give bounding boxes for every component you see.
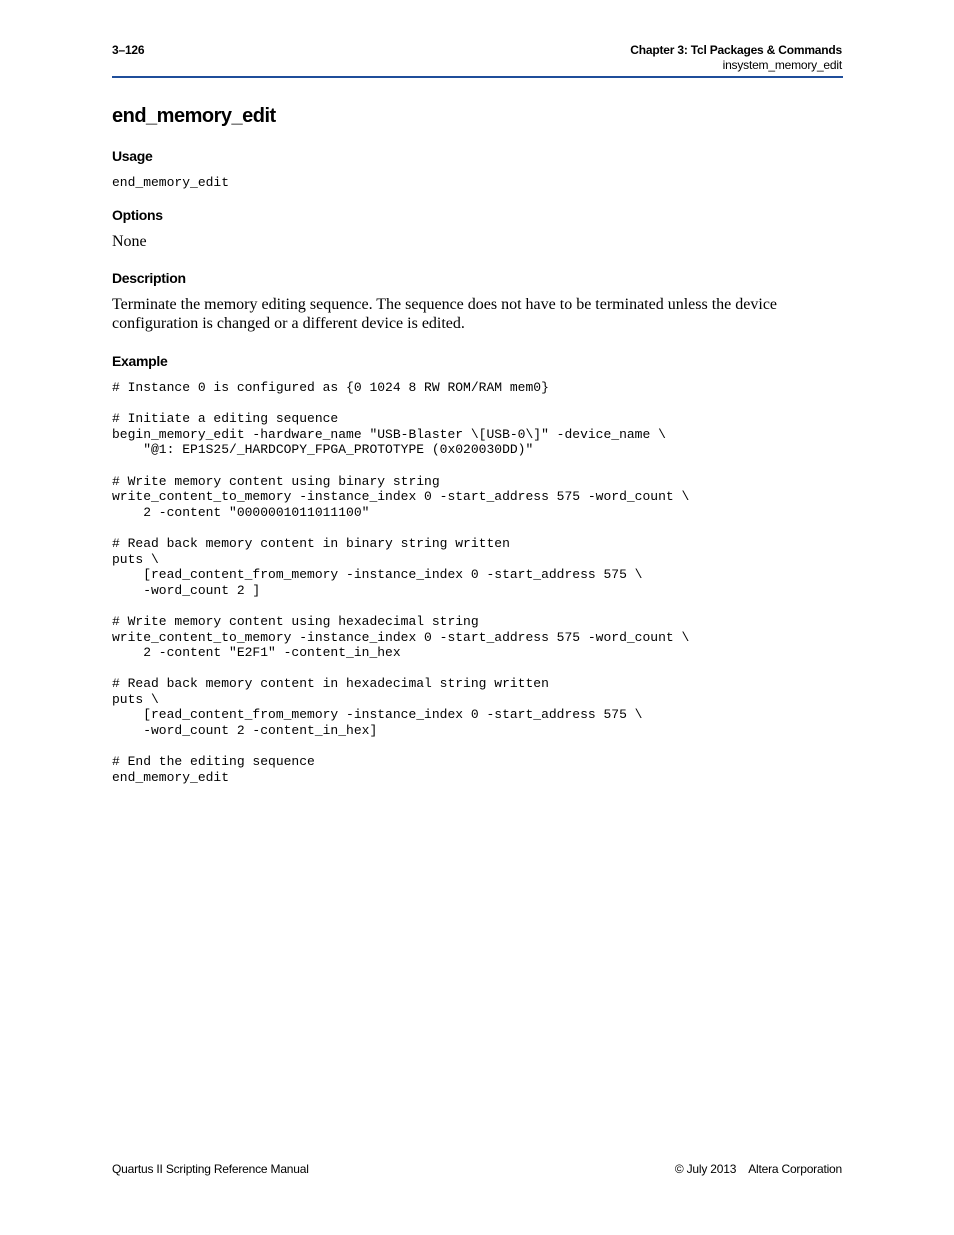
section-name: insystem_memory_edit — [722, 58, 842, 72]
options-heading: Options — [112, 207, 163, 223]
options-text: None — [112, 233, 147, 250]
usage-code: end_memory_edit — [112, 175, 230, 190]
example-heading: Example — [112, 353, 168, 369]
footer-copyright — [675, 1162, 842, 1176]
page-number: 3–126 — [112, 43, 145, 57]
chapter-title: Chapter 3: Tcl Packages & Commands — [630, 43, 842, 57]
description-text: Terminate the memory editing sequence. The sequence does not have to be terminated unless the device configuration is changed or a different device is edited. — [112, 296, 778, 332]
description-heading: Description — [112, 270, 186, 286]
running-header — [630, 43, 842, 73]
footer-date: © July 2013 — [674, 1162, 737, 1176]
footer-manual-title: Quartus II Scripting Reference Manual — [112, 1162, 309, 1176]
page-title: end_memory_edit — [112, 105, 276, 127]
header-divider — [112, 76, 843, 78]
footer-company: Altera Corporation — [748, 1162, 842, 1176]
usage-heading: Usage — [112, 148, 153, 164]
example-code: # Instance 0 is configured as {0 1024 8 RW ROM/RAM mem0} # Initiate a editing sequence begin_memory_edit -hardware_name "USB-Blaster \[USB-0\]" -device_name \ "@1: EP1S25/_HARDCOPY_FPGA_PROTOTYPE (0x020030DD)" # Write memory content using binary string write_content_to_memory -instance_index 0 -start_address 575 -word_count \ 2 -content "0000001011011100" # Read back memory content in binary string written puts \ [read_content_from_memory -instance_index 0 -start_address 575 \ -word_count 2 ] # Write memory content using hexadecimal string write_content_to_memory -instance_index 0 -start_address 575 -word_count \ 2 -content "E2F1" -content_in_hex # Read back memory content in hexadecimal string written puts \ [read_content_from_memory -instance_index 0 -start_address 575 \ -word_count 2 -content_in_hex] # End the editing sequence end_memory_edit — [112, 380, 690, 785]
